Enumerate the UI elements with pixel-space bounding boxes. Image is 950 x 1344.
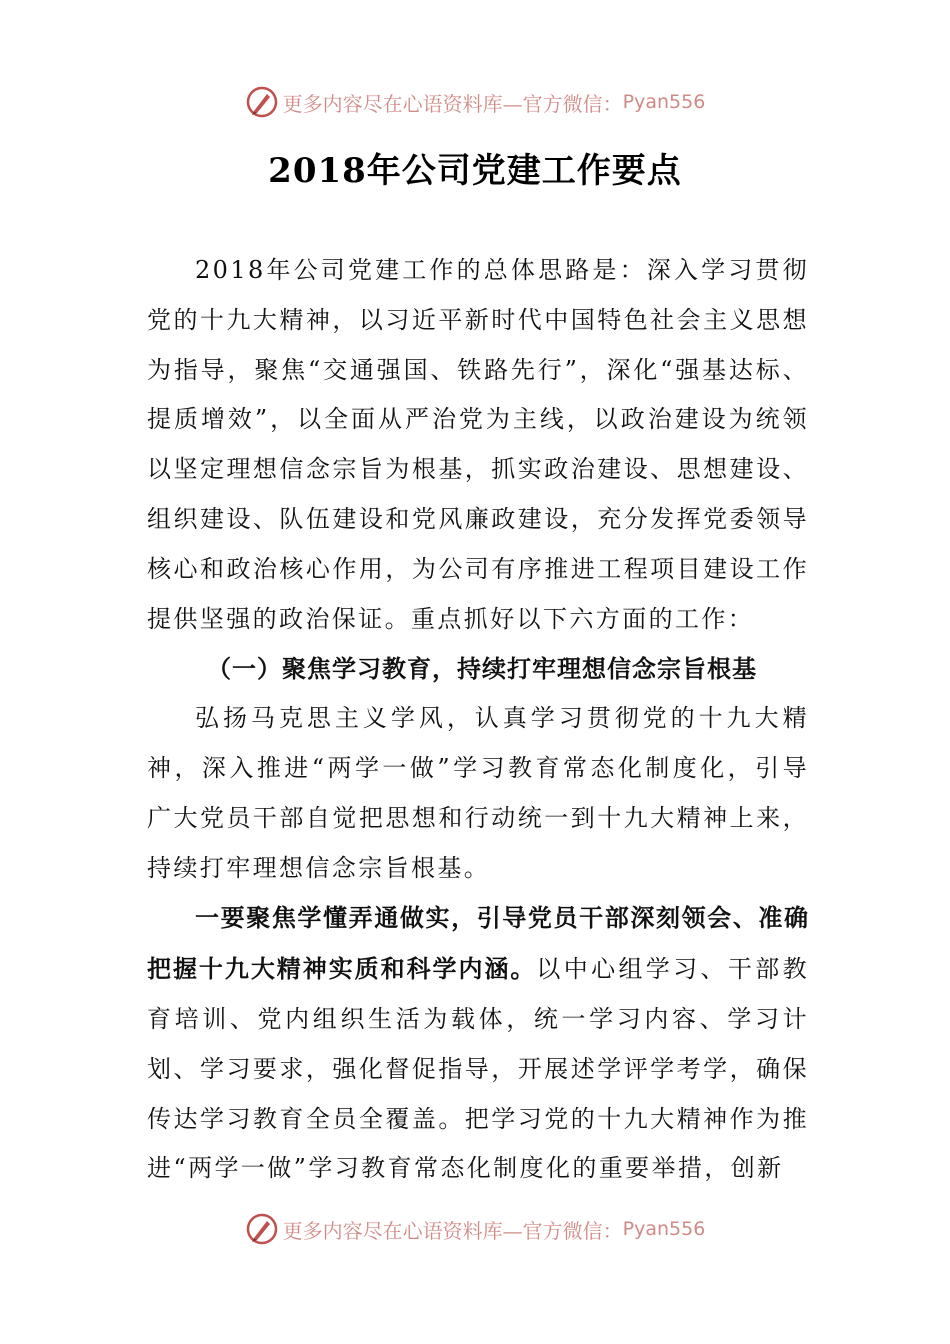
watermark-header [0, 82, 950, 122]
paragraph-focus-lead: 一要聚焦学懂弄通做实，引导党员干部深刻领会、准确把握十九大精神实质和科学内涵。 [147, 903, 809, 984]
section-heading-1: （一）聚焦学习教育，持续打牢理想信念宗旨根基 [207, 654, 757, 684]
watermark-footer [0, 1209, 950, 1249]
paragraph-focus-rest: 以中心组学习、干部教育培训、党内组织生活为载体，统一学习内容、学习计划、学习要求，强化督促指导，开展述学评学考学，确保传达学习教育全员全覆盖。把学习党的十九大精神作为推进“两学一做”学习教育常态化制度化的重要举措，创新 [147, 955, 809, 1183]
paragraph-study: 弘扬马克思主义学风，认真学习贯彻党的十九大精神，深入推进“两学一做”学习教育常态化制度化，引导广大党员干部自觉把思想和行动统一到十九大精神上来，持续打牢理想信念宗旨根基。 [147, 704, 809, 882]
watermark-text: 更多内容尽在心语资料库—官方微信： [282, 1218, 623, 1243]
paragraph-focus [147, 893, 809, 1194]
watermark-handle: Pyan556 [622, 1218, 706, 1240]
document-body [147, 246, 809, 1194]
watermark-text: 更多内容尽在心语资料库—官方微信： [282, 91, 623, 116]
quill-logo-icon [245, 85, 279, 119]
document-title: 2018年公司党建工作要点 [268, 151, 682, 191]
watermark-handle: Pyan556 [622, 91, 706, 113]
paragraph-overview: 2018年公司党建工作的总体思路是：深入学习贯彻党的十九大精神，以习近平新时代中国特色社会主义思想为指导，聚焦“交通强国、铁路先行”，深化“强基达标、提质增效”，以全面从严治党为主线，以政治建设为统领以坚定理想信念宗旨为根基，抓实政治建设、思想建设、组织建设、队伍建设和党风廉政建设，充分发挥党委领导核心和政治核心作用，为公司有序推进工程项目建设工作提供坚强的政治保证。重点抓好以下六方面的工作： [147, 256, 809, 633]
quill-logo-icon [245, 1212, 279, 1246]
